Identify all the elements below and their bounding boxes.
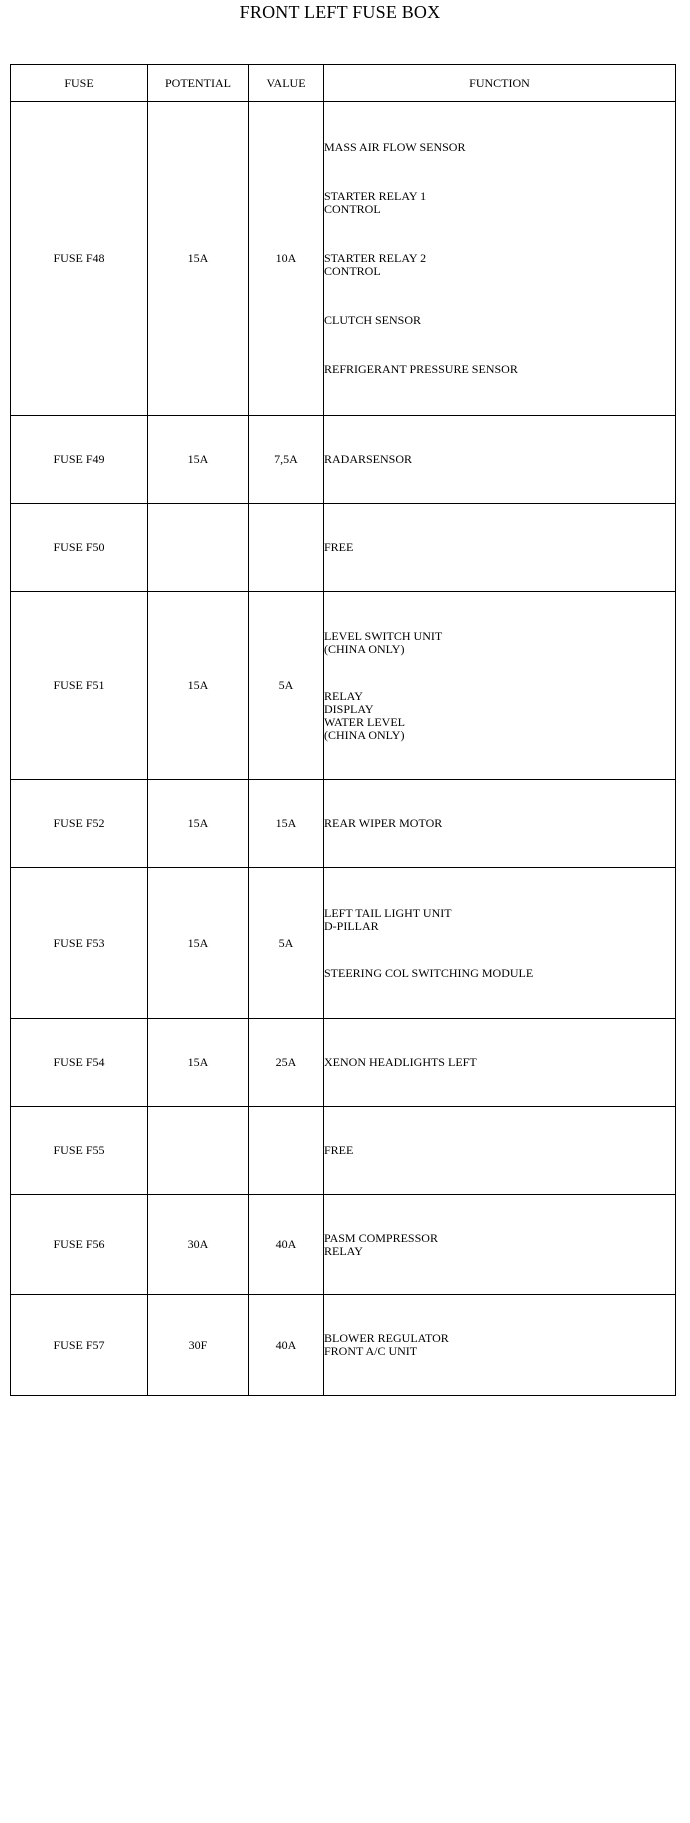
- page-title: FRONT LEFT FUSE BOX: [239, 2, 441, 22]
- value-cell: 15A: [249, 780, 324, 868]
- table-row: [11, 1107, 676, 1195]
- function-item: STEERING COL SWITCHING MODULE: [324, 965, 534, 980]
- table-row: [11, 1195, 676, 1295]
- function-cell: [324, 504, 676, 592]
- value-cell: 40A: [249, 1195, 324, 1295]
- fuse-cell: FUSE F53: [11, 868, 148, 1019]
- fuse-cell: FUSE F51: [11, 592, 148, 780]
- potential-cell: 30F: [148, 1295, 249, 1396]
- header-potential: POTENTIAL: [148, 65, 249, 102]
- value-cell: [249, 1107, 324, 1195]
- value-cell: 5A: [249, 592, 324, 780]
- table-row: [11, 504, 676, 592]
- header-function: FUNCTION: [324, 65, 676, 102]
- table-row: [11, 1019, 676, 1107]
- function-item: RADARSENSOR: [324, 452, 413, 466]
- function-item: LEVEL SWITCH UNIT (CHINA ONLY): [324, 628, 443, 656]
- function-item: FREE: [324, 1143, 354, 1157]
- value-cell: 40A: [249, 1295, 324, 1396]
- function-cell: [324, 780, 676, 868]
- fuse-table: [10, 64, 676, 1396]
- fuse-cell: FUSE F56: [11, 1195, 148, 1295]
- potential-cell: [148, 1107, 249, 1195]
- function-cell: [324, 102, 676, 416]
- table-row: [11, 780, 676, 868]
- function-item: REFRIGERANT PRESSURE SENSOR: [324, 362, 518, 376]
- header-value: VALUE: [249, 65, 324, 102]
- potential-cell: 15A: [148, 868, 249, 1019]
- function-item: FREE: [324, 540, 354, 554]
- table-row: [11, 1295, 676, 1396]
- function-item: BLOWER REGULATOR FRONT A/C UNIT: [324, 1331, 449, 1358]
- function-cell: [324, 1195, 676, 1295]
- function-cell: [324, 416, 676, 504]
- table-row: [11, 102, 676, 416]
- table-header-row: [11, 65, 676, 102]
- fuse-cell: FUSE F50: [11, 504, 148, 592]
- fuse-cell: FUSE F55: [11, 1107, 148, 1195]
- fuse-cell: FUSE F48: [11, 102, 148, 416]
- potential-cell: 15A: [148, 102, 249, 416]
- fuse-cell: FUSE F54: [11, 1019, 148, 1107]
- function-item: LEFT TAIL LIGHT UNIT D-PILLAR: [324, 905, 452, 933]
- function-cell: [324, 1107, 676, 1195]
- fuse-cell: FUSE F57: [11, 1295, 148, 1396]
- potential-cell: 15A: [148, 780, 249, 868]
- fuse-cell: FUSE F52: [11, 780, 148, 868]
- function-cell: [324, 592, 676, 780]
- function-item: MASS AIR FLOW SENSOR: [324, 140, 466, 154]
- value-cell: 5A: [249, 868, 324, 1019]
- function-item: XENON HEADLIGHTS LEFT: [324, 1055, 477, 1069]
- potential-cell: 15A: [148, 416, 249, 504]
- function-item: REAR WIPER MOTOR: [324, 816, 443, 830]
- function-cell: [324, 1019, 676, 1107]
- function-cell: [324, 868, 676, 1019]
- header-fuse: FUSE: [11, 65, 148, 102]
- function-item: STARTER RELAY 1 CONTROL: [324, 189, 427, 216]
- function-item: CLUTCH SENSOR: [324, 313, 422, 327]
- function-item: RELAY DISPLAY WATER LEVEL (CHINA ONLY): [324, 688, 405, 742]
- potential-cell: 15A: [148, 592, 249, 780]
- function-item: STARTER RELAY 2 CONTROL: [324, 251, 427, 278]
- table-row: [11, 416, 676, 504]
- table-row: [11, 592, 676, 780]
- table-row: [11, 868, 676, 1019]
- potential-cell: [148, 504, 249, 592]
- value-cell: 25A: [249, 1019, 324, 1107]
- value-cell: [249, 504, 324, 592]
- potential-cell: 15A: [148, 1019, 249, 1107]
- function-cell: [324, 1295, 676, 1396]
- function-item: PASM COMPRESSOR RELAY: [324, 1230, 438, 1258]
- fuse-cell: FUSE F49: [11, 416, 148, 504]
- potential-cell: 30A: [148, 1195, 249, 1295]
- value-cell: 7,5A: [249, 416, 324, 504]
- value-cell: 10A: [249, 102, 324, 416]
